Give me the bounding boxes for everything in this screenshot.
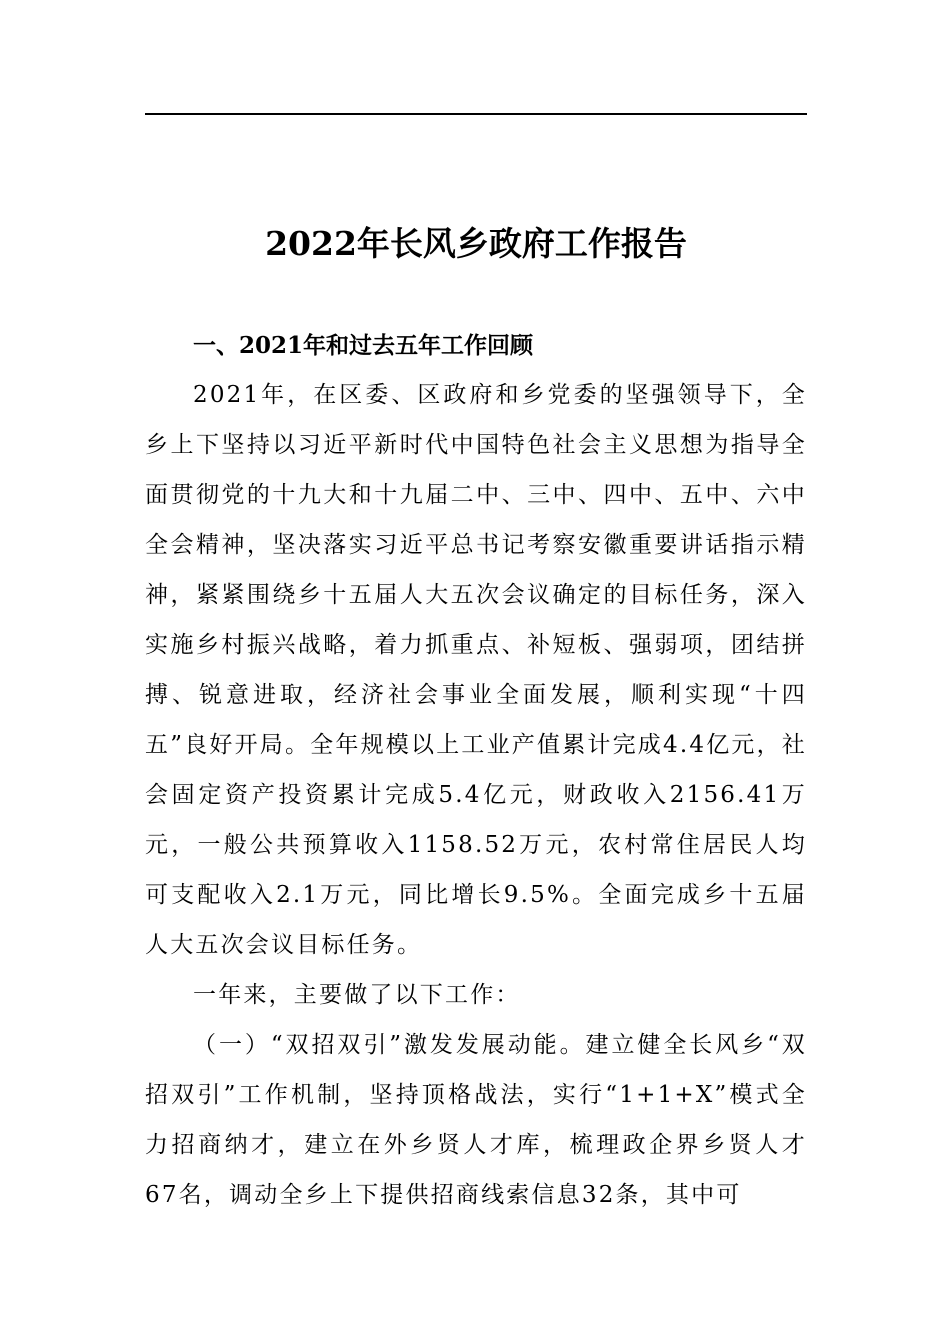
paragraph-intro-work: 一年来，主要做了以下工作： [193, 982, 521, 1008]
paragraph-investment: （一）“双招双引”激发发展动能。建立健全长风乡“双招双引”工作机制，坚持顶格战法，实行“1+1+X”模式全力招商纳才，建立在外乡贤人才库，梳理政企界乡贤人才67名，调动全乡上下提供招商线索信息32条，其中可 [145, 1032, 807, 1208]
document-body [145, 322, 807, 1220]
paragraph-summary: 2021年，在区委、区政府和乡党委的坚强领导下，全乡上下坚持以习近平新时代中国特色社会主义思想为指导全面贯彻党的十九大和十九届二中、三中、四中、五中、六中全会精神，坚决落实习近平总书记考察安徽重要讲话指示精神，紧紧围绕乡十五届人大五次会议确定的目标任务，深入实施乡村振兴战略，着力抓重点、补短板、强弱项，团结拼搏、锐意进取，经济社会事业全面发展，顺利实现“十四五”良好开局。全年规模以上工业产值累计完成4.4亿元，社会固定资产投资累计完成5.4亿元，财政收入2156.41万元，一般公共预算收入1158.52万元，农村常住居民人均可支配收入2.1万元，同比增长9.5%。全面完成乡十五届人大五次会议目标任务。 [145, 382, 807, 958]
header-divider [145, 113, 807, 115]
document-title: 2022年长风乡政府工作报告 [265, 224, 687, 263]
section-heading: 一、2021年和过去五年工作回顾 [193, 332, 534, 359]
